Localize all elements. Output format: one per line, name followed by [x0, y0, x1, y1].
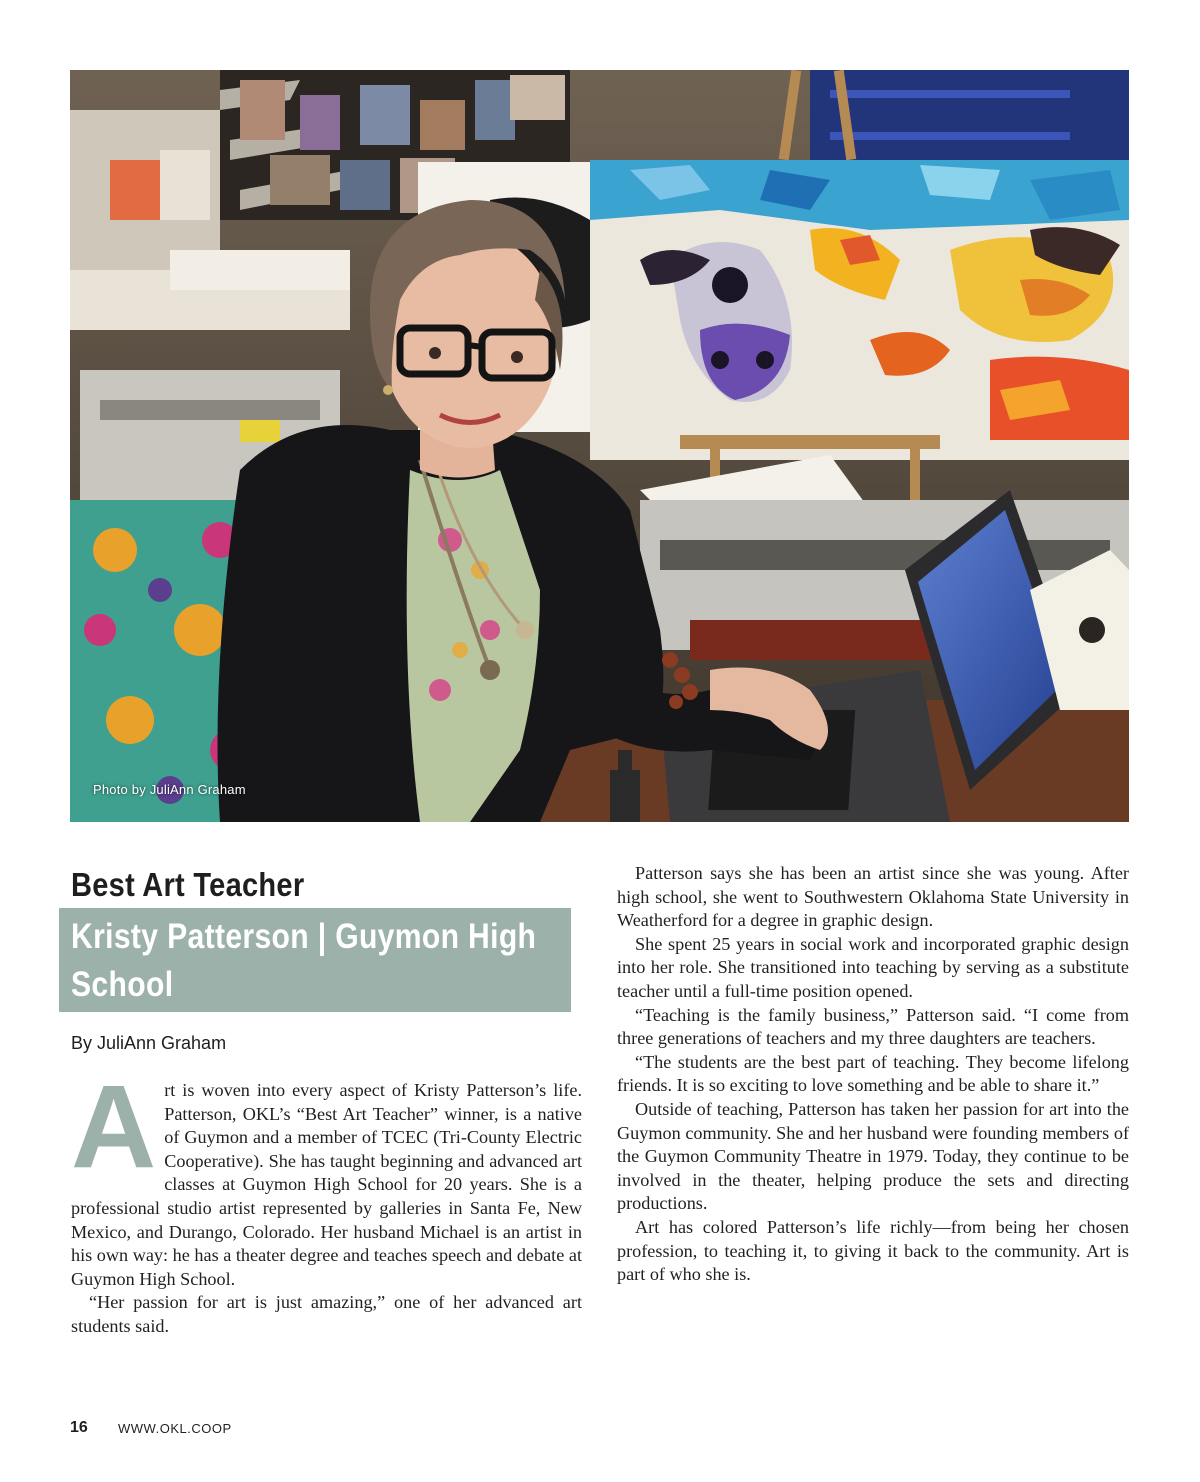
headline-banner [59, 908, 571, 1012]
paragraph: Art has colored Patterson’s life richly—from being her chosen profession, to teaching it, to giving it back to the community. Art is part of who she is. [617, 1216, 1129, 1285]
paragraph [71, 1061, 582, 1291]
paragraph: Patterson says she has been an artist since she was young. After high school, she went to Southwestern Oklahoma State University in Weatherford for a degree in graphic design. [617, 863, 1129, 931]
byline: By JuliAnn Graham [71, 1033, 227, 1053]
drop-cap: A [71, 1061, 157, 1193]
headline: Kristy Patterson | Guymon High School [71, 917, 537, 1004]
article-column-right [617, 862, 1129, 1287]
page-number: 16 [70, 1419, 88, 1436]
article-column-left [71, 1061, 582, 1339]
paragraph: “Teaching is the family business,” Patterson said. “I come from three generations of teachers and my three daughters are teachers. [617, 1004, 1129, 1049]
teacher-at-laptop-photo [70, 70, 1129, 822]
photo-credit: Photo by JuliAnn Graham [93, 782, 246, 797]
paragraph: Outside of teaching, Patterson has taken her passion for art into the Guymon community. She and her husband were founding members of the Guymon Community Theatre in 1979. Today, they continue to be involved in the theater, helping produce the sets and directing productions. [617, 1098, 1129, 1214]
paragraph-text: rt is woven into every aspect of Kristy Patterson’s life. Patterson, OKL’s “Best Art Teacher” winner, is a native of Guymon and a member of TCEC (Tri-County Electric Cooperative). She has taught beginning and advanced art classes at Guymon High School for 20 years. She is a professional studio artist represented by galleries in Santa Fe, New Mexico, and Durango, Colorado. Her husband Michael is an artist in his own way: he has a theater degree and teaches speech and debate at Guymon High School. [71, 1080, 582, 1289]
paragraph: She spent 25 years in social work and incorporated graphic design into her role. She transitioned into teaching by serving as a substitute teacher until a full-time position opened. [617, 933, 1129, 1001]
website-url[interactable]: WWW.OKL.COOP [118, 1421, 232, 1436]
award-category: Best Art Teacher [71, 866, 305, 903]
paragraph: “The students are the best part of teaching. They become lifelong friends. It is so exciting to love something and be able to share it.” [617, 1051, 1129, 1096]
paragraph: “Her passion for art is just amazing,” one of her advanced art students said. [71, 1292, 582, 1336]
article-photo [70, 70, 1129, 822]
